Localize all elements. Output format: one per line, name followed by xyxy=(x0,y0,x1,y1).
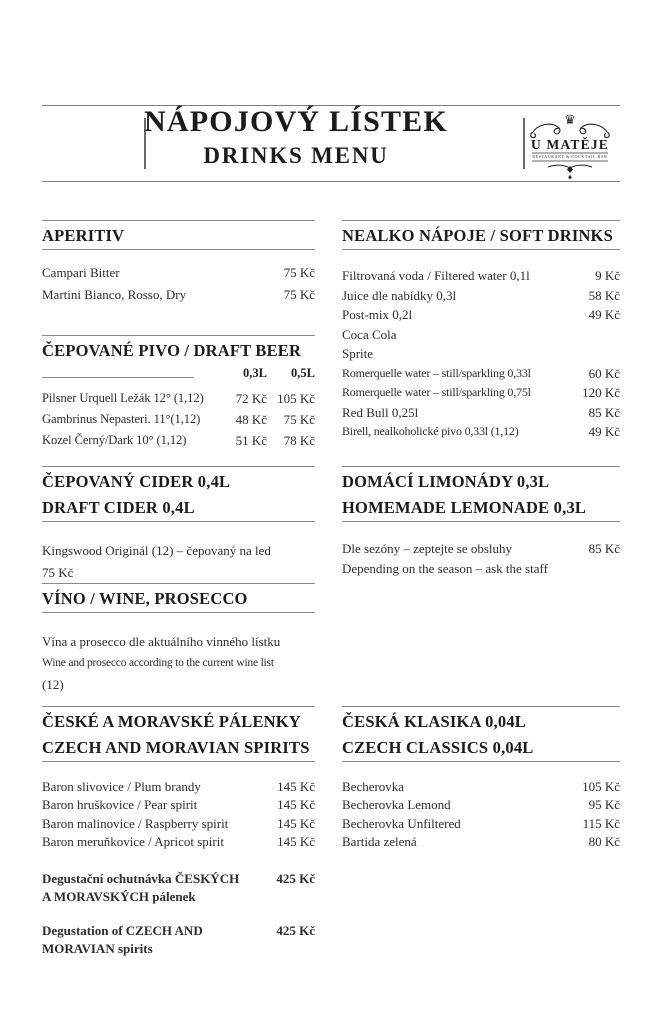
item-price: 145 Kč xyxy=(277,779,315,794)
item-price: 75 Kč xyxy=(42,564,74,580)
menu-item xyxy=(42,284,315,306)
item-list xyxy=(342,266,620,442)
item-name: Martini Bianco, Rosso, Dry xyxy=(42,287,187,302)
menu-item xyxy=(42,388,315,409)
section-title-en: CZECH CLASSICS 0,04L xyxy=(342,738,534,757)
menu-item xyxy=(342,383,620,403)
item-list xyxy=(342,778,620,852)
item-price: 75 Kč xyxy=(283,287,315,302)
menu-item xyxy=(342,305,620,325)
item-name: Red Bull 0,25l xyxy=(342,404,419,420)
item-name: Baron meruňkovice / Apricot spirit xyxy=(42,834,224,850)
section-title-cz: ČESKÁ KLASIKA 0,04L xyxy=(342,712,526,731)
item-name: Bartida zelená xyxy=(342,834,417,850)
item-price: 425 Kč xyxy=(276,870,315,886)
menu-item xyxy=(342,422,620,442)
item-price-03: 51 Kč xyxy=(235,433,267,448)
section-title: NEALKO NÁPOJE / SOFT DRINKS xyxy=(342,226,613,245)
wine-note-cz: Vína a prosecco dle aktuálního vinného lístku xyxy=(42,634,281,649)
item-name: Romerquelle water – still/sparkling 0,33l xyxy=(342,365,531,380)
section-rule xyxy=(42,521,315,522)
menu-item xyxy=(42,778,315,796)
section-rule xyxy=(42,249,315,250)
beer-size-columns xyxy=(42,364,315,381)
item-price xyxy=(614,344,620,364)
item-name: Baron slivovice / Plum brandy xyxy=(42,779,201,794)
menu-item xyxy=(342,364,620,384)
page-subtitle: DRINKS MENU xyxy=(203,143,389,168)
section-draft-cider xyxy=(42,466,315,583)
item-price: 9 Kč xyxy=(595,268,620,283)
section-rule xyxy=(342,249,620,250)
item-price: 145 Kč xyxy=(277,797,315,813)
menu-item xyxy=(342,266,620,286)
item-list xyxy=(42,631,315,696)
item-list xyxy=(342,539,620,579)
section-title: APERITIV xyxy=(42,226,125,245)
item-name: Dle sezóny – zeptejte se obsluhy xyxy=(342,541,513,556)
item-name: Filtrovaná voda / Filtered water 0,1l xyxy=(342,268,530,283)
menu-item xyxy=(342,815,620,833)
item-price: 49 Kč xyxy=(588,307,620,322)
section-title: ČEPOVANÉ PIVO / DRAFT BEER xyxy=(42,341,302,360)
item-name-line2: MORAVIAN spirits xyxy=(42,940,153,956)
menu-item xyxy=(342,796,620,814)
heading-underline xyxy=(42,377,194,378)
item-price: 95 Kč xyxy=(588,797,620,813)
menu-item xyxy=(42,796,315,814)
section-title-cz: ČESKÉ A MORAVSKÉ PÁLENKY xyxy=(42,712,301,731)
section-homemade-lemonade xyxy=(342,466,620,579)
size-column-05: 0,5L xyxy=(291,366,315,380)
item-name: Romerquelle water – still/sparkling 0,75l xyxy=(342,385,531,399)
item-price: 425 Kč xyxy=(276,922,315,938)
menu-item xyxy=(42,430,315,451)
item-price xyxy=(614,559,620,579)
item-name: Sprite xyxy=(342,346,374,361)
menu-item xyxy=(42,833,315,851)
item-name: Depending on the season – ask the staff xyxy=(342,561,548,576)
menu-item xyxy=(342,344,620,364)
menu-item xyxy=(42,870,315,888)
header-bottom-rule xyxy=(42,181,620,182)
tasting-offer xyxy=(42,870,315,906)
item-price: 85 Kč xyxy=(588,541,620,556)
item-price: 80 Kč xyxy=(588,834,620,850)
item-list xyxy=(42,778,315,852)
item-price: 145 Kč xyxy=(277,834,315,850)
section-czech-classics xyxy=(342,706,620,852)
section-title-cz: ČEPOVANÝ CIDER 0,4L xyxy=(42,472,231,491)
wine-note-en: Wine and prosecco according to the current wine list xyxy=(42,656,274,669)
section-soft-drinks xyxy=(342,220,620,442)
item-name: Birell, nealkoholické pivo 0,33l (1,12) xyxy=(342,424,519,438)
item-name-line1: Degustation of CZECH AND xyxy=(42,922,203,938)
section-title-en: HOMEMADE LEMONADE 0,3L xyxy=(342,498,587,517)
page-title: NÁPOJOVÝ LÍSTEK xyxy=(144,105,448,138)
item-price-05: 75 Kč xyxy=(283,412,315,427)
logo-tagline: RESTAURANT & COCKTAIL BAR xyxy=(532,154,608,160)
menu-item xyxy=(42,815,315,833)
item-name: Gambrinus Nepasteri. 11°(1,12) xyxy=(42,412,201,426)
item-price-05: 105 Kč xyxy=(277,391,315,406)
crown-icon: ♛ xyxy=(564,113,576,128)
menu-item-continued xyxy=(42,940,315,958)
item-name: Baron hruškovice / Pear spirit xyxy=(42,797,198,813)
wine-note-allergens: (12) xyxy=(42,677,64,692)
diamond-ornament-small xyxy=(568,175,572,179)
restaurant-logo xyxy=(524,107,616,185)
menu-item xyxy=(342,325,620,345)
item-list xyxy=(42,388,315,451)
item-name: Becherovka Lemond xyxy=(342,797,451,813)
logo-name: U MATĚJE xyxy=(531,137,609,152)
menu-item xyxy=(342,286,620,306)
item-name: Becherovka xyxy=(342,779,405,794)
section-rule xyxy=(42,761,315,762)
section-rule xyxy=(42,612,315,613)
item-list xyxy=(42,540,315,583)
section-rule xyxy=(342,761,620,762)
item-price-05: 78 Kč xyxy=(283,433,315,448)
item-name: Post-mix 0,2l xyxy=(342,307,413,322)
item-name-line1: Degustační ochutnávka ČESKÝCH xyxy=(42,870,240,886)
item-name: Becherovka Unfiltered xyxy=(342,815,461,831)
item-name-line2: A MORAVSKÝCH pálenek xyxy=(42,888,196,904)
item-note: Kingswood Originál (12) – čepovaný na led xyxy=(42,543,271,558)
item-price: 58 Kč xyxy=(588,287,620,303)
menu-item xyxy=(342,833,620,851)
item-price: 120 Kč xyxy=(582,385,620,400)
item-price: 49 Kč xyxy=(588,424,620,439)
section-wine xyxy=(42,583,315,696)
section-title: VÍNO / WINE, PROSECCO xyxy=(42,589,248,608)
menu-item xyxy=(42,262,315,284)
section-czech-spirits xyxy=(42,706,315,958)
header xyxy=(144,103,448,170)
item-list xyxy=(42,262,315,306)
section-rule xyxy=(342,521,620,522)
item-price: 115 Kč xyxy=(582,815,620,831)
item-name: Kozel Černý/Dark 10° (1,12) xyxy=(42,433,187,447)
item-price: 105 Kč xyxy=(582,779,620,794)
item-name: Baron malinovice / Raspberry spirit xyxy=(42,815,229,831)
section-aperitiv xyxy=(42,220,315,306)
item-price: 75 Kč xyxy=(283,265,315,280)
menu-item xyxy=(342,403,620,423)
item-name: Campari Bitter xyxy=(42,265,120,280)
section-title-en: CZECH AND MORAVIAN SPIRITS xyxy=(42,738,310,757)
size-column-03: 0,3L xyxy=(243,366,267,380)
item-name: Coca Cola xyxy=(342,326,397,342)
item-price-03: 72 Kč xyxy=(235,391,267,406)
item-name: Juice dle nabídky 0,3l xyxy=(342,287,457,303)
menu-item xyxy=(42,922,315,940)
section-title-en: DRAFT CIDER 0,4L xyxy=(42,498,195,517)
section-title-cz: DOMÁCÍ LIMONÁDY 0,3L xyxy=(342,472,550,491)
section-draft-beer xyxy=(42,335,315,451)
menu-item xyxy=(42,409,315,430)
item-price-03: 48 Kč xyxy=(235,412,267,427)
item-price xyxy=(614,325,620,345)
menu-item xyxy=(342,539,620,559)
item-price: 60 Kč xyxy=(588,365,620,381)
item-price: 85 Kč xyxy=(588,404,620,420)
menu-item xyxy=(342,559,620,579)
menu-item-continued xyxy=(42,888,315,906)
menu-item xyxy=(342,778,620,796)
tasting-offer xyxy=(42,922,315,958)
item-name: Pilsner Urquell Ležák 12° (1,12) xyxy=(42,391,204,405)
item-price: 145 Kč xyxy=(277,815,315,831)
